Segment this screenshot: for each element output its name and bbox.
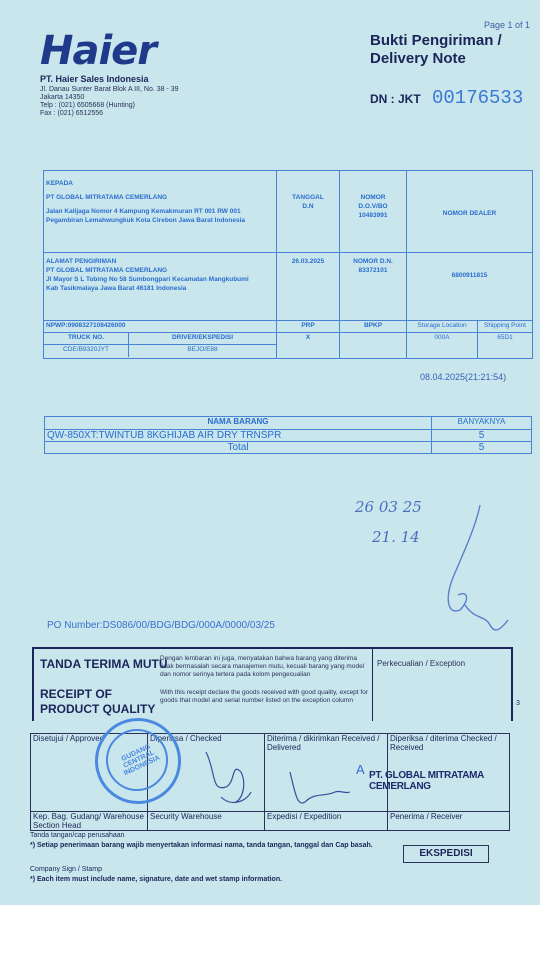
nomor-label: NOMOR — [360, 194, 386, 201]
checked-signature — [196, 742, 256, 812]
page-number: Page 1 of 1 — [483, 20, 530, 30]
npwp-cell — [44, 321, 277, 333]
npwp: NPWP:0908327108426000 — [46, 322, 126, 329]
prp-value: X — [305, 334, 311, 341]
terms-label-id: TANDA TERIMA MUTU — [40, 657, 168, 671]
side-mark: 3 — [516, 700, 520, 707]
items-table — [44, 416, 532, 454]
driver-value: BEJO/E88 — [187, 345, 218, 353]
dealer-value-cell — [407, 253, 533, 321]
sign-label-id: Tanda tangan/cap perusahaan — [30, 832, 125, 839]
tanggal-value-cell — [277, 253, 340, 321]
prp-label-cell — [277, 321, 340, 333]
stamp-text: GUDANG CENTRAL INDONESIA — [120, 743, 162, 778]
alamat-name: PT GLOBAL MITRATAMA CEMERLANG — [46, 267, 168, 274]
note-id: *) Setiap penerimaan barang wajib menyertakan informasi nama, tanda tangan, tanggal dan Cap basah. — [30, 842, 373, 849]
item-qty: 5 — [478, 430, 485, 441]
total-label: Total — [227, 442, 249, 453]
truck-value-cell — [44, 344, 129, 357]
kepada-address-2: Pegambiran Lemahwungkuk Kota Cirebon Jawa Barat Indonesia — [46, 217, 246, 224]
ekspedisi-label: EKSPEDISI — [403, 845, 489, 863]
storage-label: Storage Location — [417, 322, 467, 329]
dn-label: DN : JKT — [370, 92, 421, 106]
handwritten-time: 21. 14 — [372, 528, 420, 546]
security-cell — [148, 812, 265, 831]
expedition-label: Expedisi / Expedition — [267, 812, 342, 821]
recipient-info-table — [43, 170, 533, 359]
prp-label: PRP — [301, 322, 315, 329]
checked-label: Diperiksa / Checked — [150, 734, 222, 743]
truck-label-cell — [44, 333, 129, 344]
alamat-label: ALAMAT PENGIRIMAN — [46, 258, 117, 265]
total-value: 5 — [478, 442, 485, 453]
terms-text-en: With this receipt declare the goods received with good quality, except for goods that model and serial number listed on the exception column — [160, 689, 368, 704]
dealer-header-cell — [407, 171, 533, 253]
bpkp-label: BPKP — [363, 322, 383, 329]
shipping-label-cell — [478, 321, 533, 333]
terms-box — [32, 647, 374, 721]
kepada-address-1: Jalan Kalijaga Nomor 4 Kampung Kemakmuran RT 001 RW 001 — [46, 208, 241, 215]
items-col-name — [45, 417, 432, 430]
truck-driver-cell — [44, 333, 277, 359]
receiver-stamp: PT. GLOBAL MITRATAMA CEMERLANG — [369, 770, 484, 792]
items-col-qty — [432, 417, 532, 430]
received-delivered-label: Diterima / dikirimkan Received / Delivered — [267, 734, 380, 752]
nomor-dn-label: NOMOR D.N. — [353, 258, 393, 265]
dealer-value: 6800911815 — [451, 272, 488, 279]
nomor-value: 10483991 — [358, 212, 388, 219]
nomor-sub: D.O.V/BO — [358, 203, 388, 210]
warehouse-head-cell — [31, 812, 148, 831]
item-name: QW-850XT:TWINTUB 8KGHIJAB AIR DRY TRNSPR — [47, 430, 282, 441]
dealer-label: NOMOR DEALER — [442, 210, 497, 217]
nomor-dn-cell — [340, 253, 407, 321]
truck-value: CDE/B9320JYT — [63, 345, 109, 353]
company-name: PT. Haier Sales Indonesia — [40, 74, 149, 84]
alamat-cell — [44, 253, 277, 321]
title-line-2: Delivery Note — [370, 50, 466, 67]
nomor-header-cell — [340, 171, 407, 253]
truck-label: TRUCK NO. — [67, 334, 105, 341]
exception-box — [372, 647, 513, 721]
kepada-label: KEPADA — [46, 180, 73, 187]
driver-label-cell — [129, 333, 277, 344]
total-label-cell — [45, 442, 432, 454]
items-col-name-label: NAMA BARANG — [207, 417, 269, 426]
security-label: Security Warehouse — [150, 812, 222, 821]
handwritten-signature — [430, 500, 520, 645]
bpkp-value-cell — [340, 333, 407, 359]
terms-text-id: Dengan lembaran ini juga, menyatakan bahwa barang yang diterima tidak bermasalah secara manajemen mutu, kecuali barang yang model dan nomor serinya tertera pada kolom pengecualian — [160, 655, 365, 678]
shipping-value-cell — [478, 333, 533, 359]
items-col-qty-label: BANYAKNYA — [457, 417, 506, 426]
dn-number: 00176533 — [432, 87, 524, 109]
warehouse-head-label: Kep. Bag. Gudang/ Warehouse Section Head — [33, 812, 144, 830]
print-timestamp: 08.04.2025(21:21:54) — [420, 372, 507, 382]
receiver-cell — [388, 812, 510, 831]
tanggal-sub: D.N — [302, 203, 314, 210]
item-name-cell — [45, 430, 432, 442]
driver-value-cell — [129, 344, 277, 357]
storage-value: 000A — [434, 334, 450, 341]
po-number: PO Number:DS086/00/BDG/BDG/000A/0000/03/25 — [47, 620, 275, 631]
driver-label: DRIVER/EKSPEDISI — [171, 334, 234, 341]
alamat-address-1: Jl Mayor S L Tobing No 58 Sumbongpari Kecamatan Mangkubumi — [46, 276, 249, 283]
tanggal-value: 26.03.2025 — [291, 258, 325, 265]
terms-label-en: RECEIPT OF PRODUCT QUALITY — [40, 687, 156, 716]
sign-label-en: Company Sign / Stamp — [30, 866, 102, 873]
expedition-cell — [265, 812, 388, 831]
expedisi-mark: A — [356, 762, 365, 777]
prp-value-cell — [277, 333, 340, 359]
kepada-name: PT GLOBAL MITRATAMA CEMERLANG — [46, 194, 168, 201]
company-phone: Telp : (021) 6505668 (Hunting) — [40, 102, 135, 109]
shipping-value: 65D1 — [497, 334, 513, 341]
handwritten-date: 26 03 25 — [355, 498, 422, 516]
title-line-1: Bukti Pengiriman / — [370, 32, 502, 49]
haier-logo: Haier — [40, 28, 157, 74]
storage-value-cell — [407, 333, 478, 359]
exception-label: Perkecualian / Exception — [377, 659, 466, 668]
receiver-label: Penerima / Receiver — [390, 812, 463, 821]
bpkp-label-cell — [340, 321, 407, 333]
document-title — [370, 32, 502, 68]
warehouse-stamp — [95, 718, 181, 804]
note-en: *) Each item must include name, signature, date and wet stamp information. — [30, 876, 283, 883]
tanggal-header-cell — [277, 171, 340, 253]
storage-label-cell — [407, 321, 478, 333]
table-row — [45, 430, 532, 442]
shipping-label: Shipping Point — [484, 322, 526, 329]
approved-label: Disetujui / Approved — [33, 734, 105, 743]
total-value-cell — [432, 442, 532, 454]
company-fax: Fax : (021) 6512556 — [40, 110, 104, 117]
item-qty-cell — [432, 430, 532, 442]
tanggal-label: TANGGAL — [292, 194, 324, 201]
company-address-line: Jl. Danau Sunter Barat Blok A III, No. 38 - 39 — [40, 86, 179, 93]
checked-received-label: Diperiksa / diterima Checked / Received — [390, 734, 497, 752]
expedition-signature — [285, 762, 355, 812]
alamat-address-2: Kab Tasikmalaya Jawa Barat 46181 Indonesia — [46, 285, 187, 292]
company-address-line: Jakarta 14350 — [40, 94, 85, 101]
kepada-cell — [44, 171, 277, 253]
nomor-dn-value: 83372101 — [358, 267, 388, 274]
